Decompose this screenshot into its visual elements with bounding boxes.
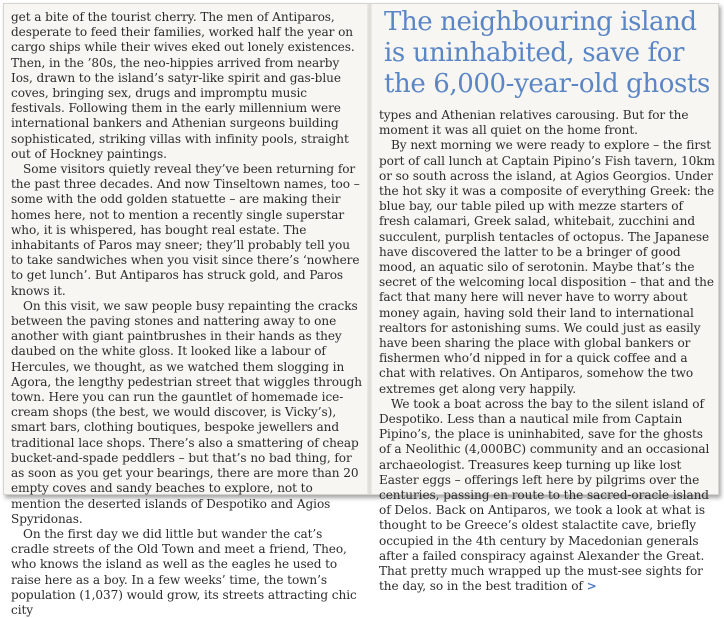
right-column: [379, 4, 715, 595]
pull-quote: The neighbouring island is uninhabited, save for the 6,000-year-old ghosts: [384, 7, 710, 99]
body-paragraph: types and Athenian relatives carousing. But for the moment it was all quiet on the home front.: [379, 108, 689, 138]
body-paragraph: Some visitors quietly reveal they’ve been returning for the past three decades. And now Tinseltown names, too – some with the odd golden statuette – are making their homes here, not to mention a recently single superstar who, it is whispered, has bought real estate. The inhabitants of Paros may sneer; they’ll probably tell you to take sandwiches when you visit since there’s ‘nowhere to get lunch’. But Antiparos has struck gold, and Paros knows it.: [11, 162, 360, 298]
body-paragraph: On this visit, we saw people busy repainting the cracks between the paving stones and nattering away to one another with giant paintbrushes in their hands as they daubed on the white gloss. It looked like a labour of Hercules, we thought, as we watched them slogging in Agora, the lengthy pedestrian street that wiggles through town. Here you can run the gauntlet of homemade ice-cream shops (the best, we would discover, is Vicky’s), smart bars, clothing boutiques, bespoke jewellers and traditional lace shops. There’s also a smattering of cheap bucket-and-spade peddlers – but that’s no bad thing, for as soon as you get your bearings, there are more than 20 empty coves and sandy beaches to explore, not to mention the deserted islands of Despotiko and Agios Spyridonas.: [11, 298, 363, 526]
page-gutter: [367, 4, 372, 494]
body-paragraph: get a bite of the tourist cherry. The men of Antiparos, desperate to feed their families, worked half the year on cargo ships while their wives eked out lonely existences. Then, in the ’80s, the neo-hippies arrived from nearby Ios, drawn to the island’s satyr-like spirit and gas-blue coves, bringing sex, drugs and impromptu music festivals. Following them in the early millennium were international bankers and Athenian surgeons building sophisticated, striking villas with infinity pools, straight out of Hockney paintings.: [11, 10, 355, 161]
body-paragraph: By next morning we were ready to explore – the first port of call lunch at Captain Pipino’s Fish tavern, 10km or so south across the island, at Agios Georgios. Under the hot sky it was a composite of everything Greek: the blue bay, our table piled up with mezze starters of fresh calamari, Greek salad, whitebait, zucchini and succulent, purplish tentacles of octopus. The Japanese have discovered the latter to be a bringer of good mood, an aquatic silo of serotonin. Maybe that’s the secret of the welcoming local disposition – that and the fact that many here will never have to worry about money again, having sold their land to international realtors for astonishing sums. We could just as easily have been sharing the place with global bankers or fishermen who’d nipped in for a quick coffee and a chat with relatives. On Antiparos, somehow the two extremes get along very happily.: [379, 138, 715, 396]
magazine-spread: [3, 3, 719, 617]
continue-arrow-icon: >: [586, 579, 597, 594]
body-paragraph: On the first day we did little but wander the cat’s cradle streets of the Old Town and meet a friend, Theo, who knows the island as well as the eagles he used to raise here as a boy. In a few weeks’ time, the town’s population (1,037) would grow, its streets attracting chic city: [11, 526, 357, 617]
body-paragraph: [379, 397, 715, 595]
body-paragraph-text: We took a boat across the bay to the silent island of Despotiko. Less than a nautical mile from Captain Pipino’s, the place is uninhabited, save for the ghosts of a Neolithic (4,000BC) community and an occasional archaeologist. Treasures keep turning up like lost Easter eggs – offerings left here by pilgrims over the centuries, passing en route to the sacred-oracle island of Delos. Back on Antiparos, we took a look at what is thought to be Greece’s oldest stalactite cave, briefly occupied in the 4th century by Macedonian generals after a failed conspiracy against Alexander the Great. That pretty much wrapped up the must-see sights for the day, so in the best tradition of: [379, 396, 710, 594]
left-column: [11, 10, 363, 618]
